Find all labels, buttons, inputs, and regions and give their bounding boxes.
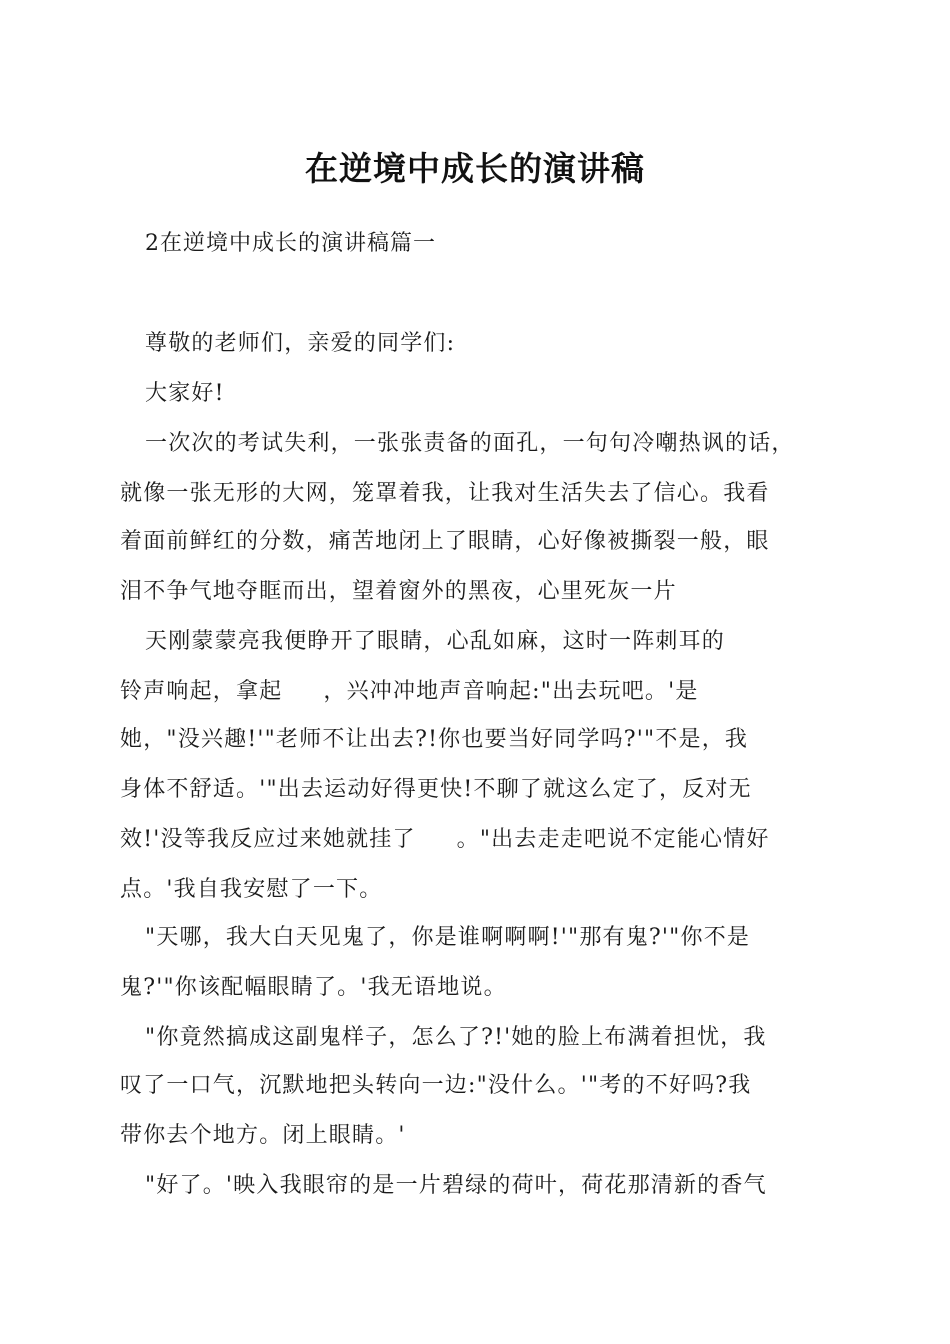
paragraph-line: 泪不争气地夺眶而出，望着窗外的黑夜，心里死灰一片 [120,579,677,604]
paragraph-line: 尊敬的老师们，亲爱的同学们: [145,331,456,356]
document-title: 在逆境中成长的演讲稿 [305,149,645,188]
document-subtitle: 2在逆境中成长的演讲稿篇一 [145,231,436,256]
paragraph-line: 一次次的考试失利，一张张责备的面孔，一句句冷嘲热讽的话， [145,431,795,456]
paragraph-line: 带你去个地方。闭上眼睛。' [120,1123,406,1148]
paragraph-line: 身体不舒适。'"出去运动好得更快!不聊了就这么定了，反对无 [120,777,752,802]
paragraph-line: 鬼?'"你该配幅眼睛了。'我无语地说。 [120,975,507,1000]
paragraph-line: 铃声响起，拿起 ，兴冲冲地声音响起:"出去玩吧。'是 [120,679,699,704]
paragraph-line: 叹了一口气，沉默地把头转向一边:"没什么。'"考的不好吗?我 [120,1073,752,1098]
paragraph-line: 大家好! [145,381,225,406]
paragraph-line: 点。'我自我安慰了一下。 [120,877,383,902]
paragraph-line: "好了。'映入我眼帘的是一片碧绿的荷叶，荷花那清新的香气 [145,1173,767,1198]
paragraph-line: 效!'没等我反应过来她就挂了 。"出去走走吧说不定能心情好 [120,827,770,852]
paragraph-line: 天刚蒙蒙亮我便睁开了眼睛，心乱如麻，这时一阵刺耳的 [145,629,726,654]
paragraph-line: 她，"没兴趣!'"老师不让出去?!你也要当好同学吗?'"不是，我 [120,727,749,752]
paragraph-line: 就像一张无形的大网，笼罩着我，让我对生活失去了信心。我看 [120,481,770,506]
paragraph-line: "天哪，我大白天见鬼了，你是谁啊啊啊!'"那有鬼?'"你不是 [145,925,751,950]
paragraph-line: "你竟然搞成这副鬼样子，怎么了?!'她的脸上布满着担忧，我 [145,1025,767,1050]
paragraph-line: 着面前鲜红的分数，痛苦地闭上了眼睛，心好像被撕裂一般，眼 [120,529,770,554]
